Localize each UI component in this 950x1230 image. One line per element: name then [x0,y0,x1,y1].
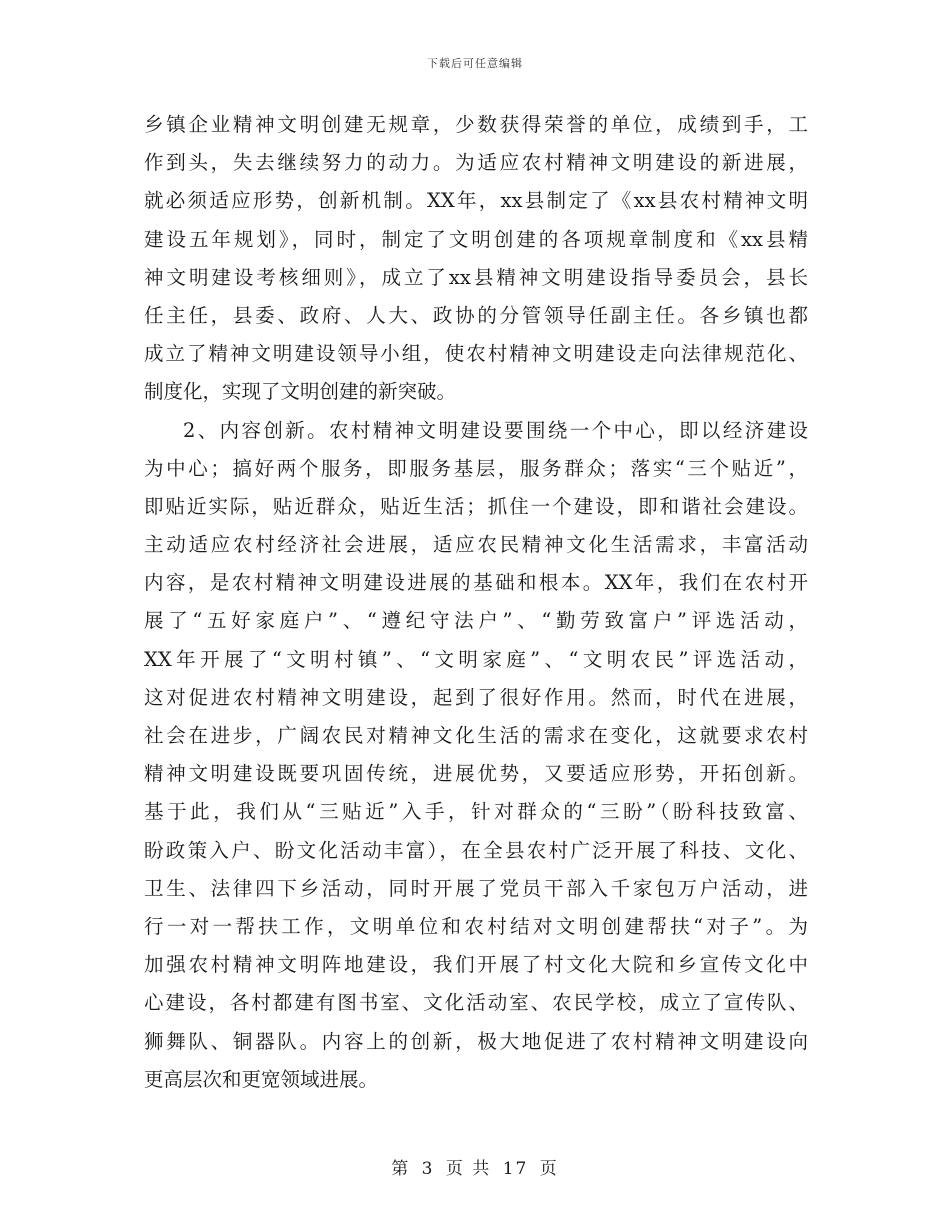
text-line: 卫生、法律四下乡活动，同时开展了党员干部入千家包万户活动，进 [144,876,808,900]
text-line: 展了“五好家庭户”、“遵纪守法户”、“勤劳致富户”评选活动， [144,609,808,633]
text-line: 制度化，实现了文明创建的新突破。 [144,380,457,404]
text-line: XX年开展了“文明村镇”、“文明家庭”、“文明农民”评选活动， [144,647,808,671]
text-line: 狮舞队、铜器队。内容上的创新，极大地促进了农村精神文明建设向 [144,1029,808,1053]
text-line: 主动适应农村经济社会进展，适应农民精神文化生活需求，丰富活动 [144,533,808,557]
text-line: 精神文明建设既要巩固传统，进展优势，又要适应形势，开拓创新。 [144,762,808,786]
text-line: 加强农村精神文明阵地建设，我们开展了村文化大院和乡宣传文化中 [144,953,808,977]
page-footer [0,1154,950,1179]
text-line: 神文明建设考核细则》，成立了xx县精神文明建设指导委员会，县长 [144,265,808,289]
text-line: 任主任，县委、政府、人大、政协的分管领导任副主任。各乡镇也都 [144,303,808,327]
text-line: 建设五年规划》，同时，制定了文明创建的各项规章制度和《xx县精 [144,227,808,251]
footer-suffix: 页 [539,1159,559,1179]
paragraph-start-line: 2、内容创新。农村精神文明建设要围绕一个中心，即以经济建设 [183,418,808,442]
text-line: 这对促进农村精神文明建设，起到了很好作用。然而，时代在进展， [144,685,808,709]
text-line: 基于此，我们从“三贴近”入手，针对群众的“三盼”（盼科技致富、 [144,800,808,824]
text-line: 就必须适应形势，创新机制。XX年，xx县制定了《xx县农村精神文明 [144,189,808,213]
document-body [144,106,808,1099]
text-line: 内容，是农村精神文明建设进展的基础和根本。XX年，我们在农村开 [144,571,808,595]
text-line: 成立了精神文明建设领导小组，使农村精神文明建设走向法律规范化、 [144,342,808,366]
text-line: 为中心；搞好两个服务，即服务基层，服务群众；落实“三个贴近”， [144,456,808,480]
page-header: 下载后可任意编辑 [427,57,523,70]
footer-middle: 页 共 [445,1159,492,1179]
text-line: 心建设，各村都建有图书室、文化活动室、农民学校，成立了宣传队、 [144,991,808,1015]
total-pages: 17 [502,1159,529,1179]
footer-prefix: 第 [391,1159,411,1179]
text-line: 更高层次和更宽领域进展。 [144,1067,379,1091]
text-line: 作到头，失去继续努力的动力。为适应农村精神文明建设的新进展， [144,151,808,175]
text-line: 乡镇企业精神文明创建无规章，少数获得荣誉的单位，成绩到手，工 [144,113,808,136]
text-line: 即贴近实际，贴近群众，贴近生活；抓住一个建设，即和谐社会建设。 [144,494,808,518]
text-line: 行一对一帮扶工作，文明单位和农村结对文明创建帮扶“对子”。为 [144,914,808,938]
text-line: 盼政策入户、盼文化活动丰富），在全县农村广泛开展了科技、文化、 [144,838,808,862]
text-line: 社会在进步，广阔农民对精神文化生活的需求在变化，这就要求农村 [144,724,808,747]
page-number: 3 [421,1159,435,1179]
